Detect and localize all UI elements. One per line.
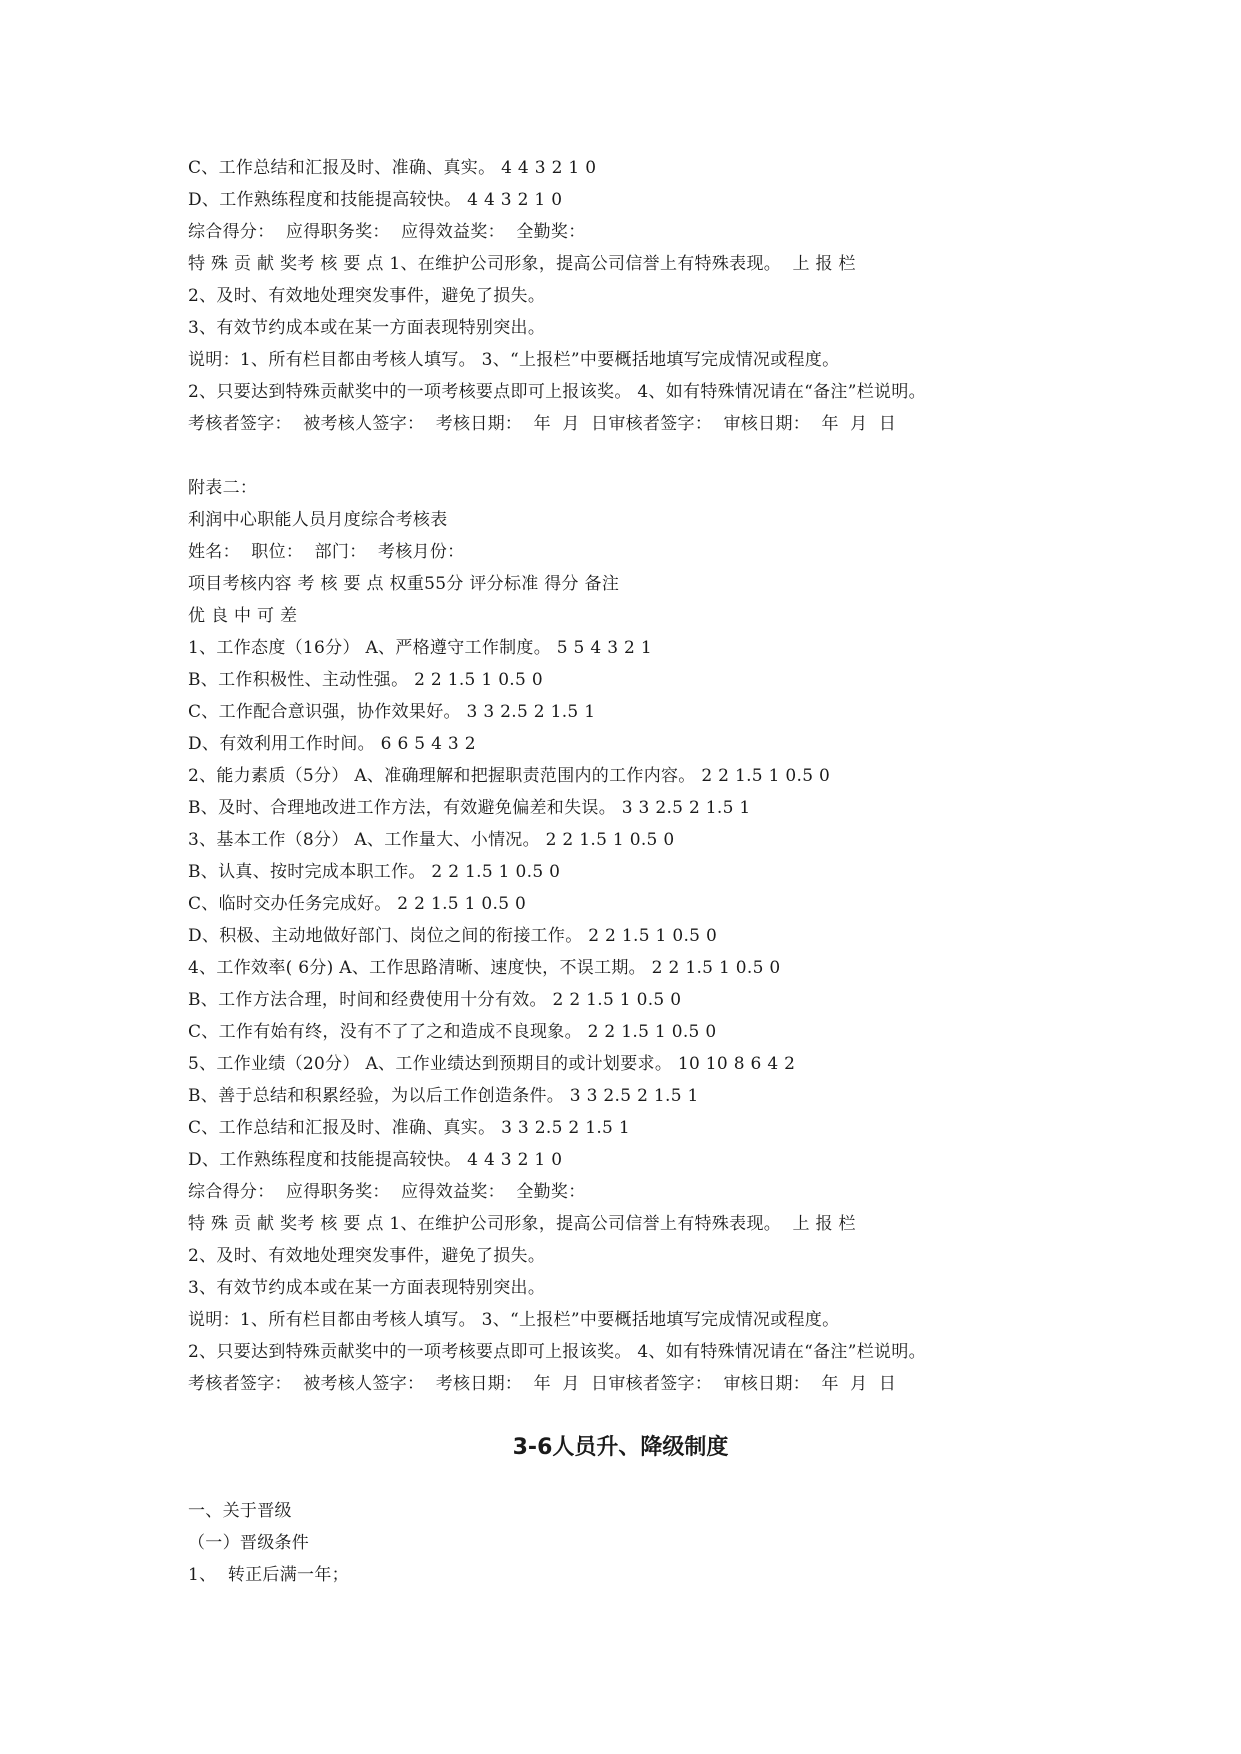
text-line: B、工作积极性、主动性强。 2 2 1.5 1 0.5 0 xyxy=(188,670,543,690)
text-line: B、及时、合理地改进工作方法，有效避免偏差和失误。 3 3 2.5 2 1.5 1 xyxy=(188,798,751,818)
section-title: 3-6人员升、降级制度 xyxy=(512,1435,729,1460)
text-line: 综合得分： 应得职务奖： 应得效益奖： 全勤奖： xyxy=(188,1182,586,1202)
text-line: C、工作总结和汇报及时、准确、真实。 3 3 2.5 2 1.5 1 xyxy=(188,1118,630,1138)
text-line: （一）晋级条件 xyxy=(188,1533,310,1553)
text-line: 4、工作效率( 6分) A、工作思路清晰、速度快，不误工期。 2 2 1.5 1 0.5 0 xyxy=(188,958,781,978)
text-line: 2、只要达到特殊贡献奖中的一项考核要点即可上报该奖。 4、如有特殊情况请在“备注”栏说明。 xyxy=(188,382,926,402)
text-line: D、工作熟练程度和技能提高较快。 4 4 3 2 1 0 xyxy=(188,190,563,210)
text-line: C、临时交办任务完成好。 2 2 1.5 1 0.5 0 xyxy=(188,894,527,914)
text-line: D、工作熟练程度和技能提高较快。 4 4 3 2 1 0 xyxy=(188,1150,563,1170)
text-line: 特 殊 贡 献 奖考 核 要 点 1、在维护公司形象，提高公司信誉上有特殊表现。 上 报 栏 xyxy=(188,254,856,274)
text-line: D、积极、主动地做好部门、岗位之间的衔接工作。 2 2 1.5 1 0.5 0 xyxy=(188,926,718,946)
text-line: 2、及时、有效地处理突发事件，避免了损失。 xyxy=(188,1246,546,1266)
text-line: D、有效利用工作时间。 6 6 5 4 3 2 xyxy=(188,734,476,754)
text-line: B、工作方法合理，时间和经费使用十分有效。 2 2 1.5 1 0.5 0 xyxy=(188,990,682,1010)
text-line: 综合得分： 应得职务奖： 应得效益奖： 全勤奖： xyxy=(188,222,586,242)
table-title: 利润中心职能人员月度综合考核表 xyxy=(188,510,448,530)
text-line: 1、 转正后满一年； xyxy=(188,1565,349,1585)
text-line: 3、有效节约成本或在某一方面表现特别突出。 xyxy=(188,318,546,338)
text-line: 3、有效节约成本或在某一方面表现特别突出。 xyxy=(188,1278,546,1298)
text-line: 说明：1、所有栏目都由考核人填写。 3、“上报栏”中要概括地填写完成情况或程度。 xyxy=(188,1310,840,1330)
table-header: 项目考核内容 考 核 要 点 权重55分 评分标准 得分 备注 xyxy=(188,574,620,594)
text-line: C、工作有始有终，没有不了了之和造成不良现象。 2 2 1.5 1 0.5 0 xyxy=(188,1022,717,1042)
text-line: B、认真、按时完成本职工作。 2 2 1.5 1 0.5 0 xyxy=(188,862,561,882)
text-line: 考核者签字： 被考核人签字： 考核日期： 年 月 日审核者签字： 审核日期： 年 月 日 xyxy=(188,1374,897,1394)
text-line: 2、及时、有效地处理突发事件，避免了损失。 xyxy=(188,286,546,306)
text-line: 3、基本工作（8分） A、工作量大、小情况。 2 2 1.5 1 0.5 0 xyxy=(188,830,675,850)
text-line: C、工作总结和汇报及时、准确、真实。 4 4 3 2 1 0 xyxy=(188,158,597,178)
text-line: 考核者签字： 被考核人签字： 考核日期： 年 月 日审核者签字： 审核日期： 年 月 日 xyxy=(188,414,897,434)
text-line: C、工作配合意识强，协作效果好。 3 3 2.5 2 1.5 1 xyxy=(188,702,596,722)
text-line: 姓名： 职位： 部门： 考核月份： xyxy=(188,542,465,562)
text-line: B、善于总结和积累经验，为以后工作创造条件。 3 3 2.5 2 1.5 1 xyxy=(188,1086,699,1106)
text-line: 优 良 中 可 差 xyxy=(188,606,298,626)
text-line: 特 殊 贡 献 奖考 核 要 点 1、在维护公司形象，提高公司信誉上有特殊表现。 上 报 栏 xyxy=(188,1214,856,1234)
text-line: 附表二： xyxy=(188,478,258,498)
text-line: 1、工作态度（16分） A、严格遵守工作制度。 5 5 4 3 2 1 xyxy=(188,638,652,658)
text-line: 5、工作业绩（20分） A、工作业绩达到预期目的或计划要求。 10 10 8 6 4 2 xyxy=(188,1054,796,1074)
text-line: 一、关于晋级 xyxy=(188,1501,292,1521)
text-line: 2、能力素质（5分） A、准确理解和把握职责范围内的工作内容。 2 2 1.5 1 0.5 0 xyxy=(188,766,831,786)
text-line: 说明：1、所有栏目都由考核人填写。 3、“上报栏”中要概括地填写完成情况或程度。 xyxy=(188,350,840,370)
text-line: 2、只要达到特殊贡献奖中的一项考核要点即可上报该奖。 4、如有特殊情况请在“备注”栏说明。 xyxy=(188,1342,926,1362)
